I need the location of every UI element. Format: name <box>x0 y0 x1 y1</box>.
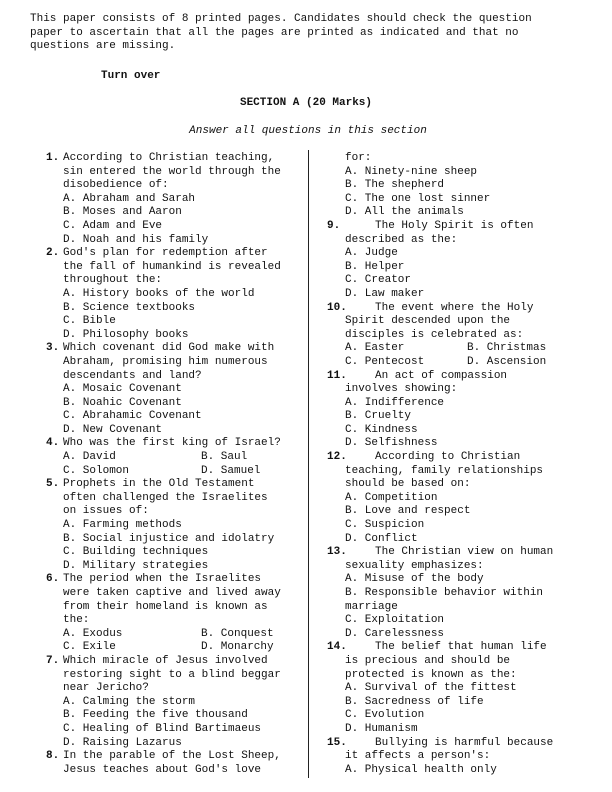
answer-option: D. Humanism <box>345 722 418 735</box>
question-stem-line: God's plan for redemption after <box>63 247 268 260</box>
section-instruction: Answer all questions in this section <box>189 125 427 137</box>
question-stem-line: near Jericho? <box>63 682 149 695</box>
question-continuation <box>327 152 581 220</box>
question-item <box>46 478 304 573</box>
question-stem-line: often challenged the Israelites <box>63 491 268 504</box>
answer-option: B. Sacredness of life <box>345 695 484 708</box>
answer-option: A. Judge <box>345 247 398 260</box>
question-stem-line: throughout the: <box>63 274 163 287</box>
question-item <box>327 220 581 302</box>
question-number: 15. <box>327 736 347 749</box>
question-number: 14. <box>327 641 347 654</box>
question-number: 6. <box>46 573 60 586</box>
answer-option: C. Bible <box>63 315 116 328</box>
answer-option: D. Conflict <box>345 532 418 545</box>
answer-option: C. Pentecost <box>345 355 425 368</box>
question-number: 9. <box>327 219 341 232</box>
answer-option: B. Feeding the five thousand <box>63 709 248 722</box>
question-stem-line: restoring sight to a blind beggar <box>63 668 281 681</box>
answer-option: A. Misuse of the body <box>345 573 484 586</box>
answer-option: C. Creator <box>345 274 412 287</box>
intro-line: questions are missing. <box>30 40 176 52</box>
answer-option: C. Evolution <box>345 709 425 722</box>
answer-option: B. Conquest <box>201 627 274 640</box>
question-number: 4. <box>46 437 60 450</box>
answer-option: D. Monarchy <box>201 641 274 654</box>
answer-option: B. Noahic Covenant <box>63 396 182 409</box>
answer-option: B. Social injustice and idolatry <box>63 532 275 545</box>
question-item <box>46 437 304 478</box>
answer-option: C. Exploitation <box>345 614 445 627</box>
question-stem-line: on issues of: <box>63 505 149 518</box>
answer-option: C. Suspicion <box>345 519 425 532</box>
question-stem-line: The Holy Spirit is often <box>375 219 534 232</box>
answer-option: A. History books of the world <box>63 287 255 300</box>
intro-line: This paper consists of 8 printed pages. Candidates should check the question <box>30 13 532 25</box>
answer-option: A. Mosaic Covenant <box>63 383 182 396</box>
answer-option: A. Physical health only <box>345 763 497 776</box>
question-stem-line: described as the: <box>345 233 458 246</box>
answer-option: A. Ninety-nine sheep <box>345 165 478 178</box>
answer-option: A. Exodus <box>63 627 123 640</box>
answer-option: A. Abraham and Sarah <box>63 192 196 205</box>
intro-line: paper to ascertain that all the pages are printed as indicated and that no <box>30 26 519 39</box>
question-stem-line: Prophets in the Old Testament <box>63 478 255 491</box>
question-item <box>46 342 304 437</box>
answer-option: B. Moses and Aaron <box>63 206 182 219</box>
question-stem-line: The period when the Israelites <box>63 573 262 586</box>
question-item <box>327 370 581 452</box>
answer-option: D. All the animals <box>345 206 464 219</box>
question-stem-line: According to Christian <box>375 451 521 464</box>
answer-option: A. David <box>63 451 116 464</box>
question-number: 8. <box>46 750 60 763</box>
question-stem-line: involves showing: <box>345 383 458 396</box>
question-stem-line: the fall of humankind is revealed <box>63 260 281 273</box>
question-number: 3. <box>46 342 60 355</box>
question-stem-line: The belief that human life <box>375 641 547 654</box>
answer-option: D. Selfishness <box>345 437 438 450</box>
question-stem-line: for: <box>345 152 372 164</box>
question-stem-line: Which covenant did God make with <box>63 342 275 355</box>
answer-option: A. Easter <box>345 342 405 355</box>
question-item <box>327 641 581 736</box>
question-stem-line: protected is known as the: <box>345 668 517 681</box>
answer-option: D. Carelessness <box>345 627 445 640</box>
question-item <box>46 655 304 750</box>
question-number: 13. <box>327 546 347 559</box>
answer-option: D. Ascension <box>467 355 547 368</box>
answer-option: D. Law maker <box>345 287 425 300</box>
question-stem-line: An act of compassion <box>375 369 508 382</box>
answer-option: B. Saul <box>201 451 248 464</box>
answer-option: A. Indifference <box>345 396 445 409</box>
question-stem-line: According to Christian teaching, <box>63 152 275 164</box>
question-stem-line: Bullying is harmful because <box>375 736 554 749</box>
right-column <box>327 152 581 777</box>
question-stem-line: disobedience of: <box>63 179 169 192</box>
question-stem-line: disciples is celebrated as: <box>345 328 524 341</box>
question-number: 11. <box>327 369 347 382</box>
question-stem-line: from their homeland is known as <box>63 600 268 613</box>
answer-option: B. Helper <box>345 260 405 273</box>
question-item <box>327 546 581 641</box>
question-number: 2. <box>46 247 60 260</box>
question-stem-line: it affects a person's: <box>345 750 491 763</box>
question-item <box>46 750 304 777</box>
answer-option: C. Exile <box>63 641 116 654</box>
question-item <box>46 152 304 247</box>
answer-option: D. Philosophy books <box>63 328 189 341</box>
answer-option: B. Christmas <box>467 342 547 355</box>
column-divider <box>308 150 309 778</box>
question-stem-line: sin entered the world through the <box>63 165 281 178</box>
question-stem-line: descendants and land? <box>63 369 202 382</box>
question-stem-line: Jesus teaches about God's love <box>63 763 262 776</box>
answer-option-row <box>63 465 304 479</box>
section-title: SECTION A (20 Marks) <box>239 97 373 109</box>
question-number: 12. <box>327 451 347 464</box>
question-item <box>46 247 304 342</box>
answer-option: B. Science textbooks <box>63 301 196 314</box>
answer-option-row <box>63 451 304 465</box>
question-stem-line: Who was the first king of Israel? <box>63 437 281 450</box>
answer-option: A. Survival of the fittest <box>345 682 517 695</box>
left-column <box>46 152 304 777</box>
question-stem-line: Which miracle of Jesus involved <box>63 654 268 667</box>
answer-option: D. Samuel <box>201 464 261 477</box>
answer-option: C. Kindness <box>345 423 418 436</box>
answer-option: B. The shepherd <box>345 179 445 192</box>
question-stem-line: should be based on: <box>345 478 471 491</box>
answer-option: B. Responsible behavior within <box>345 587 544 599</box>
question-stem-line: In the parable of the Lost Sheep, <box>63 750 281 763</box>
answer-option: marriage <box>345 600 398 613</box>
answer-option: C. Adam and Eve <box>63 219 163 232</box>
answer-option: C. Abrahamic Covenant <box>63 410 202 423</box>
question-stem-line: The Christian view on human <box>375 546 554 559</box>
answer-option: D. Military strategies <box>63 559 209 572</box>
question-item <box>46 573 304 655</box>
answer-option: B. Cruelty <box>345 410 412 423</box>
answer-option: D. Raising Lazarus <box>63 736 182 749</box>
question-number: 10. <box>327 301 347 314</box>
answer-option: D. Noah and his family <box>63 233 209 246</box>
question-stem-line: sexuality emphasizes: <box>345 559 484 572</box>
turn-over-label: Turn over <box>101 70 161 82</box>
question-number: 1. <box>46 152 60 164</box>
question-stem-line: Abraham, promising him numerous <box>63 355 268 368</box>
answer-option: C. Solomon <box>63 464 130 477</box>
answer-option-row <box>345 356 581 370</box>
answer-option: A. Farming methods <box>63 519 182 532</box>
question-stem-line: were taken captive and lived away <box>63 587 281 599</box>
question-stem-line: The event where the Holy <box>375 301 534 314</box>
question-item <box>327 302 581 370</box>
question-stem-line: Spirit descended upon the <box>345 315 511 328</box>
question-number: 5. <box>46 478 60 491</box>
question-item <box>327 451 581 546</box>
answer-option-row <box>63 628 304 642</box>
answer-option-row <box>345 342 581 356</box>
answer-option-row <box>63 641 304 655</box>
question-item <box>327 737 581 778</box>
answer-option: B. Love and respect <box>345 505 471 518</box>
answer-option: A. Calming the storm <box>63 695 196 708</box>
question-number: 7. <box>46 654 60 667</box>
answer-option: D. New Covenant <box>63 423 163 436</box>
answer-option: C. The one lost sinner <box>345 192 491 205</box>
answer-option: C. Healing of Blind Bartimaeus <box>63 722 262 735</box>
question-stem-line: is precious and should be <box>345 654 511 667</box>
answer-option: A. Competition <box>345 491 438 504</box>
intro-notice <box>30 13 590 54</box>
question-stem-line: teaching, family relationships <box>345 464 544 477</box>
question-stem-line: the: <box>63 614 90 627</box>
answer-option: C. Building techniques <box>63 546 209 559</box>
